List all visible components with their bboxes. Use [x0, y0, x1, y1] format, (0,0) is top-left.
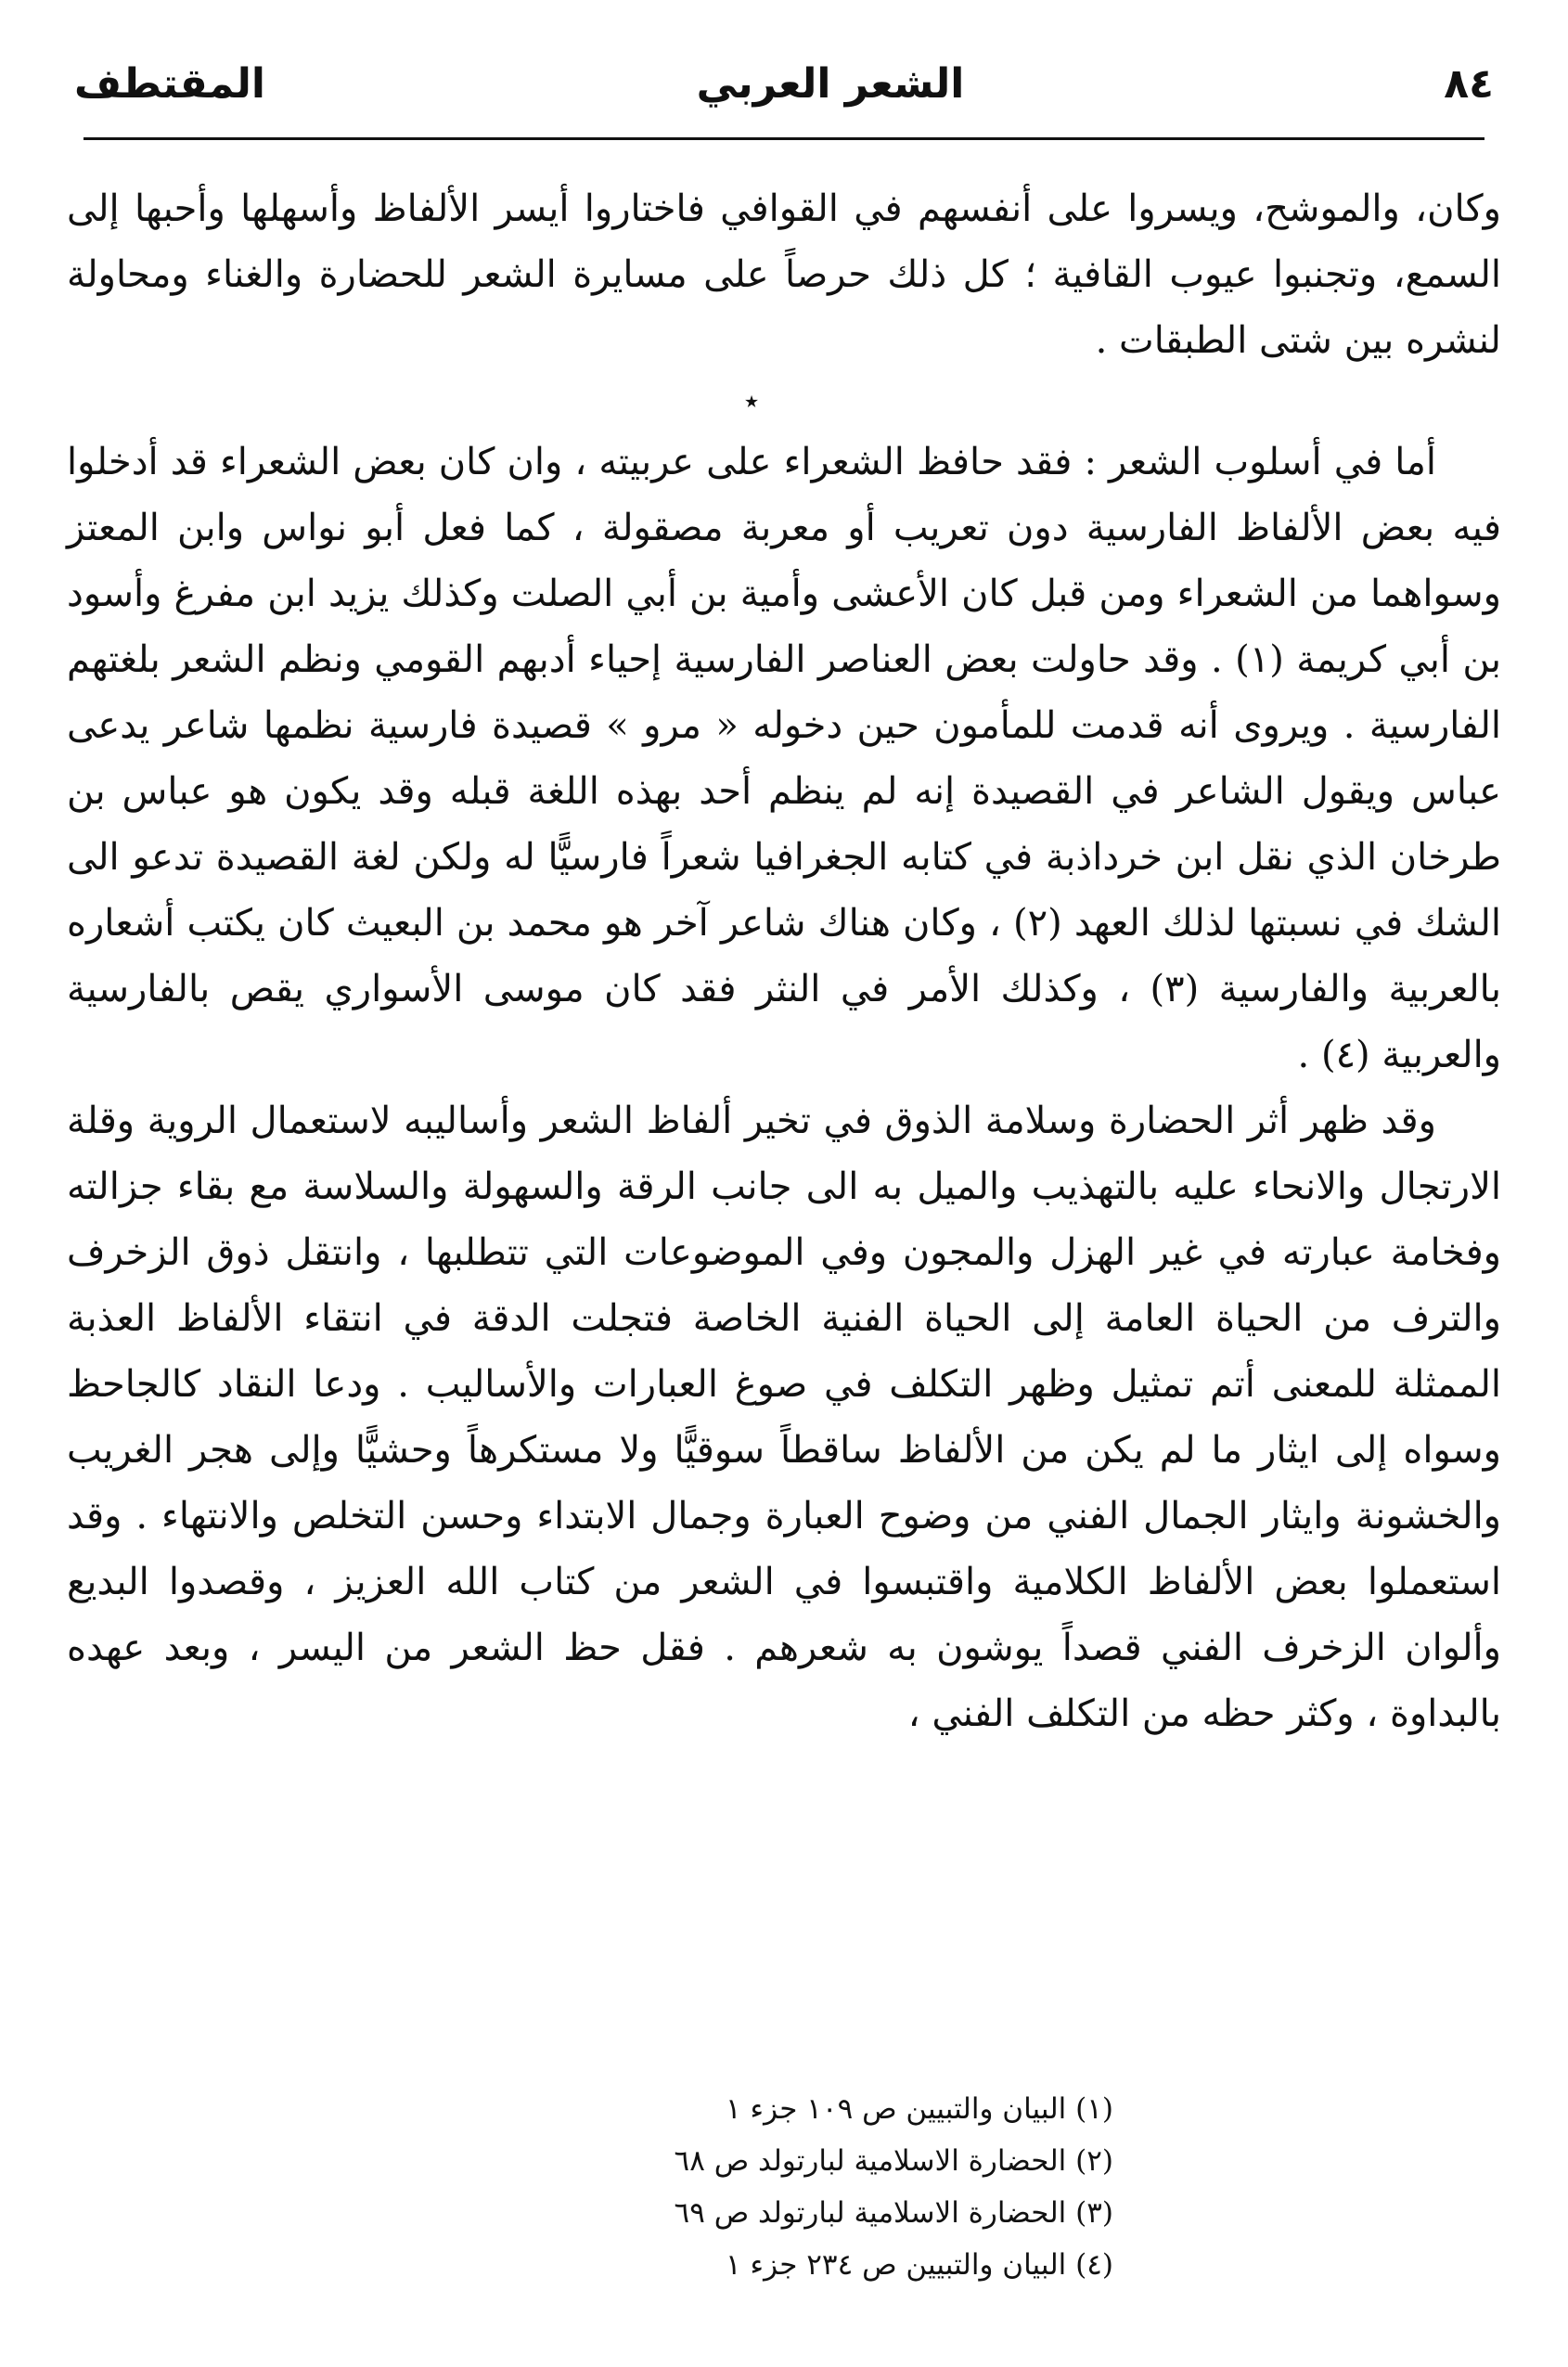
page-number: ٨٤ [1444, 59, 1494, 108]
paragraph: أما في أسلوب الشعر : فقد حافظ الشعراء على عربيته ، وان كان بعض الشعراء قد أدخلوا فيه بعض الألفاظ الفارسية دون تعريب أو معربة مصقولة ، كما فعل أبو نواس وابن المعتز وسواهما من الشعراء ومن قبل كان الأعشى وأمية بن أبي الصلت وكذلك يزيد ابن مفرغ وأسود بن أبي كريمة (١) . وقد حاولت بعض العناصر الفارسية إحياء أدبهم القومي ونظم الشعر بلغتهم الفارسية . ويروى أنه قدمت للمأمون حين دخوله « مرو » قصيدة فارسية نظمها شاعر يدعى عباس ويقول الشاعر في القصيدة إنه لم ينظم أحد بهذه اللغة قبله وقد يكون هو عباس بن طرخان الذي نقل ابن خرداذبة في كتابه الجغرافيا شعراً فارسيًّا له ولكن لغة القصيدة تدعو الى الشك في نسبتها لذلك العهد (٢) ، وكان هناك شاعر آخر هو محمد بن البعيث كان يكتب أشعاره بالعربية والفارسية (٣) ، وكذلك الأمر في النثر فقد كان موسى الأسواري يقص بالفارسية والعربية (٤) . [67, 441, 1502, 1076]
footnote: (٢) الحضارة الاسلامية لبارتولد ص ٦٨ [674, 2144, 1113, 2178]
paragraph: وقد ظهر أثر الحضارة وسلامة الذوق في تخير ألفاظ الشعر وأساليبه لاستعمال الروية وقلة الارتجال والانحاء عليه بالتهذيب والميل به الى جانب الرقة والسهولة والسلاسة مع بقاء جزالته وفخامة عبارته في غير الهزل والمجون وفي الموضوعات التي تتطلبها ، وانتقل ذوق الزخرف والترف من الحياة العامة إلى الحياة الفنية الخاصة فتجلت الدقة في انتقاء الألفاظ العذبة الممثلة للمعنى أتم تمثيل وظهر التكلف في صوغ العبارات والأساليب . ودعا النقاد كالجاحظ وسواه إلى ايثار ما لم يكن من الألفاظ ساقطاً سوقيًّا ولا مستكرهاً وحشيًّا وإلى هجر الغريب والخشونة وايثار الجمال الفني من وضوح العبارة وجمال الابتداء وحسن التخلص والانتهاء . وقد استعملوا بعض الألفاظ الكلامية واقتبسوا في الشعر من كتاب الله العزيز ، وقصدوا البديع وألوان الزخرف الفني قصداً يوشون به شعرهم . فقل حظ الشعر من اليسر ، وبعد عهده بالبداوة ، وكثر حظه من التكلف الفني ، [67, 1100, 1502, 1735]
running-title: الشعر العربي [696, 59, 965, 108]
footnote: (٤) البيان والتبيين ص ٢٣٤ جزء ١ [726, 2248, 1113, 2282]
article-body [67, 176, 1501, 1747]
footnotes [482, 2083, 1113, 2291]
footnote: (١) البيان والتبيين ص ١٠٩ جزء ١ [726, 2092, 1113, 2126]
header-rule [84, 137, 1484, 140]
section-separator: ٭ [743, 385, 760, 418]
page-header [74, 46, 1494, 121]
footnote: (٣) الحضارة الاسلامية لبارتولد ص ٦٩ [674, 2196, 1113, 2230]
journal-name: المقتطف [74, 59, 265, 108]
paragraph: وكان، والموشح، ويسروا على أنفسهم في القوافي فاختاروا أيسر الألفاظ وأسهلها وأحبها إلى السمع، وتجنبوا عيوب القافية ؛ كل ذلك حرصاً على مسايرة الشعر للحضارة والغناء ومحاولة لنشره بين شتى الطبقات . [67, 187, 1501, 362]
